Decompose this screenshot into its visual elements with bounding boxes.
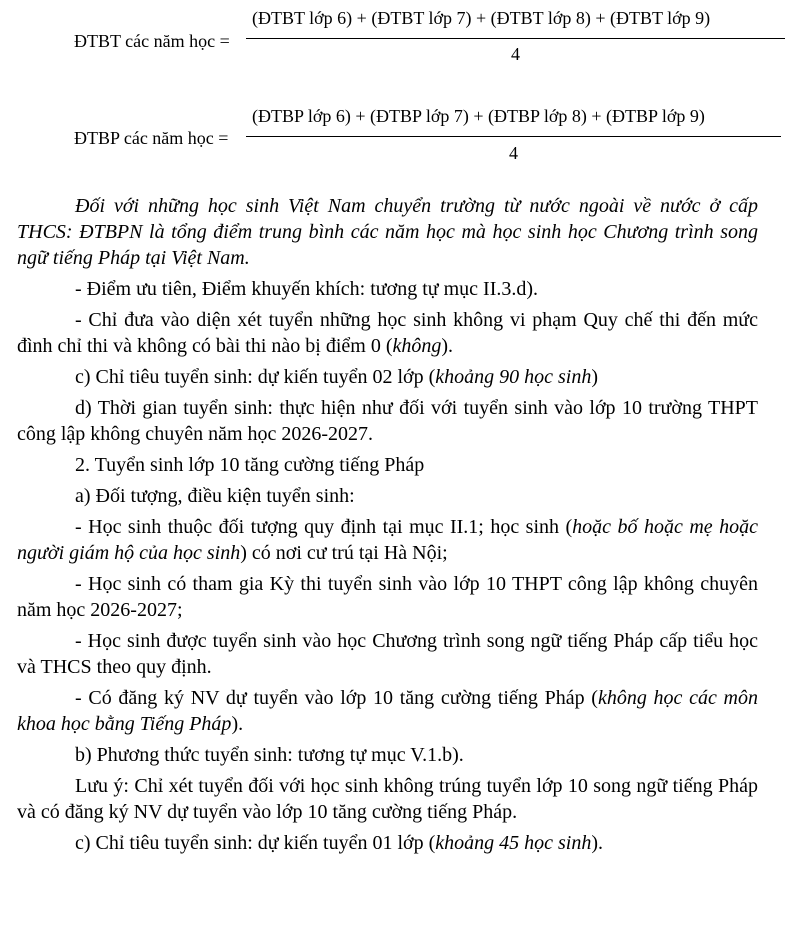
- paragraph-note: Lưu ý: Chỉ xét tuyển đối với học sinh không trúng tuyển lớp 10 song ngữ tiếng Pháp và có đăng ký NV dự tuyển vào lớp 10 tăng cường tiếng Pháp.: [17, 775, 758, 823]
- paragraph-quota-enhanced: c) Chỉ tiêu tuyển sinh: dự kiến tuyển 01 lớp (khoảng 45 học sinh).: [75, 832, 604, 854]
- paragraph-priority-points: - Điểm ưu tiên, Điểm khuyến khích: tương tự mục II.3.d).: [75, 278, 539, 300]
- formula-dtbp-denominator: 4: [509, 143, 518, 163]
- emphasis-guardian: hoặc bố hoặc mẹ hoặc người giám hộ của học sinh: [17, 516, 758, 564]
- emphasis-no-science-french: không học các môn khoa học bằng Tiếng Pháp: [17, 687, 759, 735]
- formula-dtbt-lhs: ĐTBT các năm học =: [74, 31, 230, 51]
- document-body: [17, 193, 758, 861]
- emphasis-khong: không: [392, 335, 442, 357]
- paragraph-foreign-transfer: Đối với những học sinh Việt Nam chuyển trường từ nước ngoài về nước ở cấp THCS: ĐTBPN là tổng điểm trung bình các năm học mà học sinh học Chương trình song ngữ tiếng Pháp tại Việt Nam.: [17, 195, 758, 269]
- formula-dtbp-fraction-bar: [246, 136, 781, 137]
- paragraph-bilingual-program: - Học sinh được tuyển sinh vào học Chương trình song ngữ tiếng Pháp cấp tiểu học và THCS theo quy định.: [17, 630, 758, 678]
- formula-dtbt-fraction-bar: [246, 38, 785, 39]
- formula-dtbp-numerator: (ĐTBP lớp 6) + (ĐTBP lớp 7) + (ĐTBP lớp 8) + (ĐTBP lớp 9): [252, 106, 705, 126]
- paragraph-eligibility-rule: - Chỉ đưa vào diện xét tuyển những học sinh không vi phạm Quy chế thi đến mức đình chỉ thi và không có bài thi nào bị điểm 0 (không).: [17, 309, 758, 357]
- paragraph-residence: - Học sinh thuộc đối tượng quy định tại mục II.1; học sinh (hoặc bố hoặc mẹ hoặc người giám hộ của học sinh) có nơi cư trú tại Hà Nội;: [17, 516, 758, 564]
- paragraph-timeline: d) Thời gian tuyển sinh: thực hiện như đối với tuyển sinh vào lớp 10 trường THPT công lập không chuyên năm học 2026-2027.: [17, 397, 758, 445]
- formula-dtbt: [74, 0, 794, 70]
- paragraph-exam-participation: - Học sinh có tham gia Kỳ thi tuyển sinh vào lớp 10 THPT công lập không chuyên năm học 2026-2027;: [17, 573, 758, 621]
- section-heading-enhanced-french: 2. Tuyển sinh lớp 10 tăng cường tiếng Pháp: [75, 454, 425, 476]
- formula-dtbt-denominator: 4: [511, 44, 520, 64]
- paragraph-quota-bilingual: c) Chỉ tiêu tuyển sinh: dự kiến tuyển 02 lớp (khoảng 90 học sinh): [75, 366, 599, 388]
- emphasis-45-students: khoảng 45 học sinh: [435, 832, 592, 854]
- formula-dtbp-lhs: ĐTBP các năm học =: [74, 128, 229, 148]
- formula-dtbt-numerator: (ĐTBT lớp 6) + (ĐTBT lớp 7) + (ĐTBT lớp 8) + (ĐTBT lớp 9): [252, 8, 711, 28]
- formula-dtbp: [74, 104, 794, 174]
- paragraph-subjects-conditions: a) Đối tượng, điều kiện tuyển sinh:: [75, 485, 355, 507]
- paragraph-registration: - Có đăng ký NV dự tuyển vào lớp 10 tăng cường tiếng Pháp (không học các môn khoa học bằng Tiếng Pháp).: [17, 687, 759, 735]
- paragraph-method: b) Phương thức tuyển sinh: tương tự mục V.1.b).: [75, 744, 464, 766]
- emphasis-90-students: khoảng 90 học sinh: [435, 366, 592, 388]
